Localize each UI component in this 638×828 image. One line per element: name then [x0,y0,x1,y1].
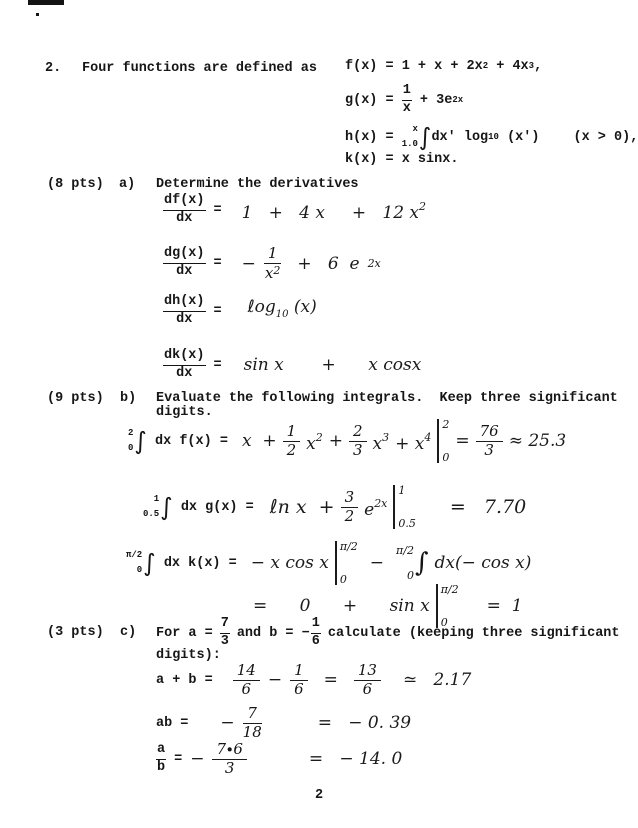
integral-k-row [126,541,531,585]
a-value-den: 3 [220,633,229,649]
int2-frac [341,487,359,525]
b-value-num: 1 [311,617,321,634]
dh-lhs-fraction [163,295,206,328]
dh-answer-log: ℓog [247,297,276,318]
sum-lhs: a + b = [156,672,213,688]
int1-frac3-num: 76 [476,424,503,442]
product-row [156,706,411,741]
derivative-df-row [163,194,426,227]
part-b-title-line2: digits. [156,405,213,420]
part-c-t2: and b = − [236,625,310,641]
int1-frac2-den: 3 [352,440,363,459]
dg-frac-den-exponent: 2 [273,263,281,277]
int1-s4: 3 [382,431,390,444]
int1-eval-bar [437,419,449,463]
dk-answer: sin x + x cosx [243,355,422,376]
int2-h2: e [364,500,375,520]
int1-lhs [128,426,228,456]
dg-denominator: dx [176,264,193,280]
sum-frac1-num: 14 [233,663,260,681]
int1-h2: x [306,434,316,454]
dh-answer-arg: (x) [288,297,317,318]
h-integral [402,122,432,152]
part-c-title-row [156,617,620,650]
dg-lhs-fraction [163,247,206,280]
integral-sign: ∫ [143,549,156,577]
sum-frac3-den: 6 [362,679,373,698]
part-a-points: (8 pts) [47,177,104,192]
function-g-definition [345,84,463,117]
derivative-dh-row [163,295,317,328]
quotient-lhs-fraction [156,743,166,776]
quotient-row [156,742,402,777]
h-argument: (x′) [498,129,540,145]
dh-equals: = [213,303,222,319]
dh-numerator: dh(x) [163,295,206,312]
quotient-frac [212,742,246,777]
int3-bar-lower: 0 [339,573,347,586]
int2-bar-upper: 1 [398,484,406,497]
quotient-frac-den: 3 [224,758,235,777]
int1-x2 [306,428,323,454]
integral-sign: ∫ [134,427,147,455]
integral-sign: ∫ [414,548,429,578]
product-frac [243,706,262,741]
int2-eval-bar [393,485,416,529]
cont-bar-lower: 0 [440,616,448,629]
int1-result: ≈ 25.3 [508,431,567,451]
sum-frac1 [233,663,260,698]
f-end: , [534,59,543,74]
part-c-frac-b [311,617,321,650]
df-denominator: dx [176,210,193,226]
int2-result: = 7.70 [449,496,527,518]
part-c-t3: calculate (keeping three significant [327,625,620,641]
scan-artifact-smudge [28,0,64,5]
int1-s2: 2 [315,431,323,444]
part-b-title-line1: Evaluate the following integrals. Keep three significant [156,391,618,406]
f-pre: f(x) = 1 + x + 2x [345,59,483,74]
problem-intro: Four functions are defined as [82,61,317,76]
int3-h3: dx(− cos x) [434,553,532,573]
int1-frac1-num: 1 [283,424,301,442]
dg-frac-denominator [264,264,282,282]
int3-lower-limit: 0 [136,565,143,575]
quotient-frac-num: 7∙6 [212,742,246,760]
sum-frac2 [290,663,308,698]
f-exponent-3: 3 [528,61,535,71]
sum-frac1-den: 6 [241,679,252,698]
part-a-label: a) [119,177,136,192]
dg-answer-exponent: 2x [367,257,381,271]
integral-sign: ∫ [160,493,173,521]
int1-frac3-den: 3 [484,440,494,459]
int3-hint-limits [396,544,414,582]
product-frac-den: 18 [242,722,262,741]
cont-bar-upper: π/2 [440,583,459,596]
quotient-minus: − [190,749,205,770]
dg-answer-mid: + 6 e [297,253,360,274]
df-answer-text: 1 + 4 x + 12 x [241,203,420,224]
part-c-title-line2: digits): [156,648,221,663]
df-equals: = [213,202,222,218]
function-h-definition [345,122,638,152]
int3-bar-upper: π/2 [339,540,358,553]
product-frac-num: 7 [243,706,262,724]
cont-result: = 1 [486,596,523,616]
int2-lhs [143,492,254,522]
int3-lhs [126,548,237,578]
scan-artifact-dot [36,13,39,16]
sum-frac3-num: 13 [354,663,381,681]
sum-frac2-den: 6 [294,679,304,698]
int1-h1: x + [241,431,277,451]
part-a-title: Determine the derivatives [156,177,359,192]
int3-limits [126,548,142,578]
dk-lhs-fraction [163,349,206,382]
integral-f-row [128,419,566,463]
g-pre: g(x) = [345,92,402,108]
int2-bar-lower: 0.5 [398,517,416,530]
int3-h1: − x cos x [250,553,329,573]
f-exponent-2: 2 [482,61,489,71]
int1-limits [128,426,133,456]
int1-h6: = [455,431,470,451]
h-lower-limit: 1.0 [401,139,418,149]
int2-frac-den: 2 [344,506,355,525]
dh-answer [248,297,317,325]
int1-h4: x [372,434,383,454]
int1-result-fraction [476,421,503,459]
sum-frac2-num: 1 [290,663,308,681]
int2-body: dx g(x) = [172,499,254,515]
product-minus: − [220,713,235,734]
int3-minus: − [369,553,385,573]
dg-answer-fraction [264,246,282,282]
part-c-t1: For a = [156,625,213,641]
dh-log-base: 10 [275,309,289,321]
problem-number: 2. [45,61,62,76]
dk-denominator: dx [176,365,193,381]
int3-hint-upper: π/2 [396,544,414,557]
dk-numerator: dk(x) [163,349,206,366]
dg-frac-numerator: 1 [264,246,282,264]
cont-text: = 0 + sin x [253,596,430,616]
int3-hint-lower: 0 [406,569,414,582]
sum-minus: − [267,670,283,691]
g-exponent: 2x [452,94,464,105]
dg-equals: = [213,256,222,272]
sum-result: ≃ 2.17 [402,670,472,691]
h-integrand: dx′ log [431,129,489,145]
int1-frac-two-thirds [349,421,367,459]
int3-eval-bar [335,541,358,585]
int2-h1: ℓn x + [269,496,335,518]
int1-h3: + [328,431,343,451]
int2-limits [143,492,159,522]
df-numerator: df(x) [163,194,206,211]
f-mid: + 4x [488,59,529,74]
sum-frac3 [354,663,381,698]
int1-frac1-den: 2 [286,440,297,459]
h-integral-limits [402,122,418,152]
int1-h5: + x [395,434,425,454]
dk-equals: = [213,357,222,373]
part-c-frac-a [220,617,230,650]
int3-body: dx k(x) = [155,555,237,571]
function-f-definition [345,59,542,74]
h-log-base: 10 [488,131,499,142]
int2-upper-limit: 1 [153,494,160,504]
sum-row [156,663,471,698]
function-k-definition: k(x) = x sinx. [345,152,459,167]
quotient-lhs-num: a [156,743,166,760]
df-answer-exponent: 2 [419,200,427,214]
integral-g-row [143,485,526,529]
int1-bar-upper: 2 [442,418,450,431]
df-lhs-fraction [163,194,206,227]
g-fraction-numerator: 1 [402,84,412,101]
dh-denominator: dx [176,311,193,327]
df-answer [242,197,426,223]
int2-exp [364,494,387,520]
quotient-result: = − 14. 0 [308,749,403,770]
int2-sup: 2x [374,497,388,510]
integral-sign: ∫ [418,123,432,151]
int1-x4 [395,428,431,454]
part-b-points: (9 pts) [47,391,104,406]
g-fraction-denominator: x [402,100,411,116]
b-value-den: 6 [311,633,320,649]
int1-lower-limit: 0 [128,443,134,453]
dg-minus: − [241,253,256,274]
dg-numerator: dg(x) [163,247,206,264]
int1-bar-lower: 0 [442,451,450,464]
int1-frac2-num: 2 [349,424,367,442]
derivative-dg-row [163,246,381,282]
page-number: 2 [314,788,324,803]
product-result: = − 0. 39 [317,713,412,734]
int2-lower-limit: 0.5 [143,509,160,519]
quotient-equals: = [174,751,183,767]
quotient-lhs-den: b [157,759,166,775]
h-domain-condition: (x > 0), [573,129,638,145]
part-c-points: (3 pts) [47,625,104,640]
part-c-label: c) [120,625,137,640]
h-upper-limit: x [412,124,418,134]
derivative-dk-row [163,349,421,382]
int1-frac-half [283,421,301,459]
g-mid: + 3e [411,92,453,108]
int1-upper-limit: 2 [128,428,134,438]
a-value-num: 7 [220,617,230,634]
int1-s5: 4 [424,431,432,444]
h-pre: h(x) = [345,129,402,145]
dg-frac-den-base: x [264,263,274,282]
part-b-label: b) [120,391,137,406]
product-lhs: ab = [156,715,189,731]
int1-body: dx f(x) = [146,433,228,449]
int3-upper-limit: π/2 [126,550,143,560]
int2-frac-num: 3 [341,490,359,508]
sum-equals: = [323,670,338,691]
g-fraction [402,84,412,117]
int3-handwritten-integral [396,544,428,582]
int1-x3 [373,428,390,454]
